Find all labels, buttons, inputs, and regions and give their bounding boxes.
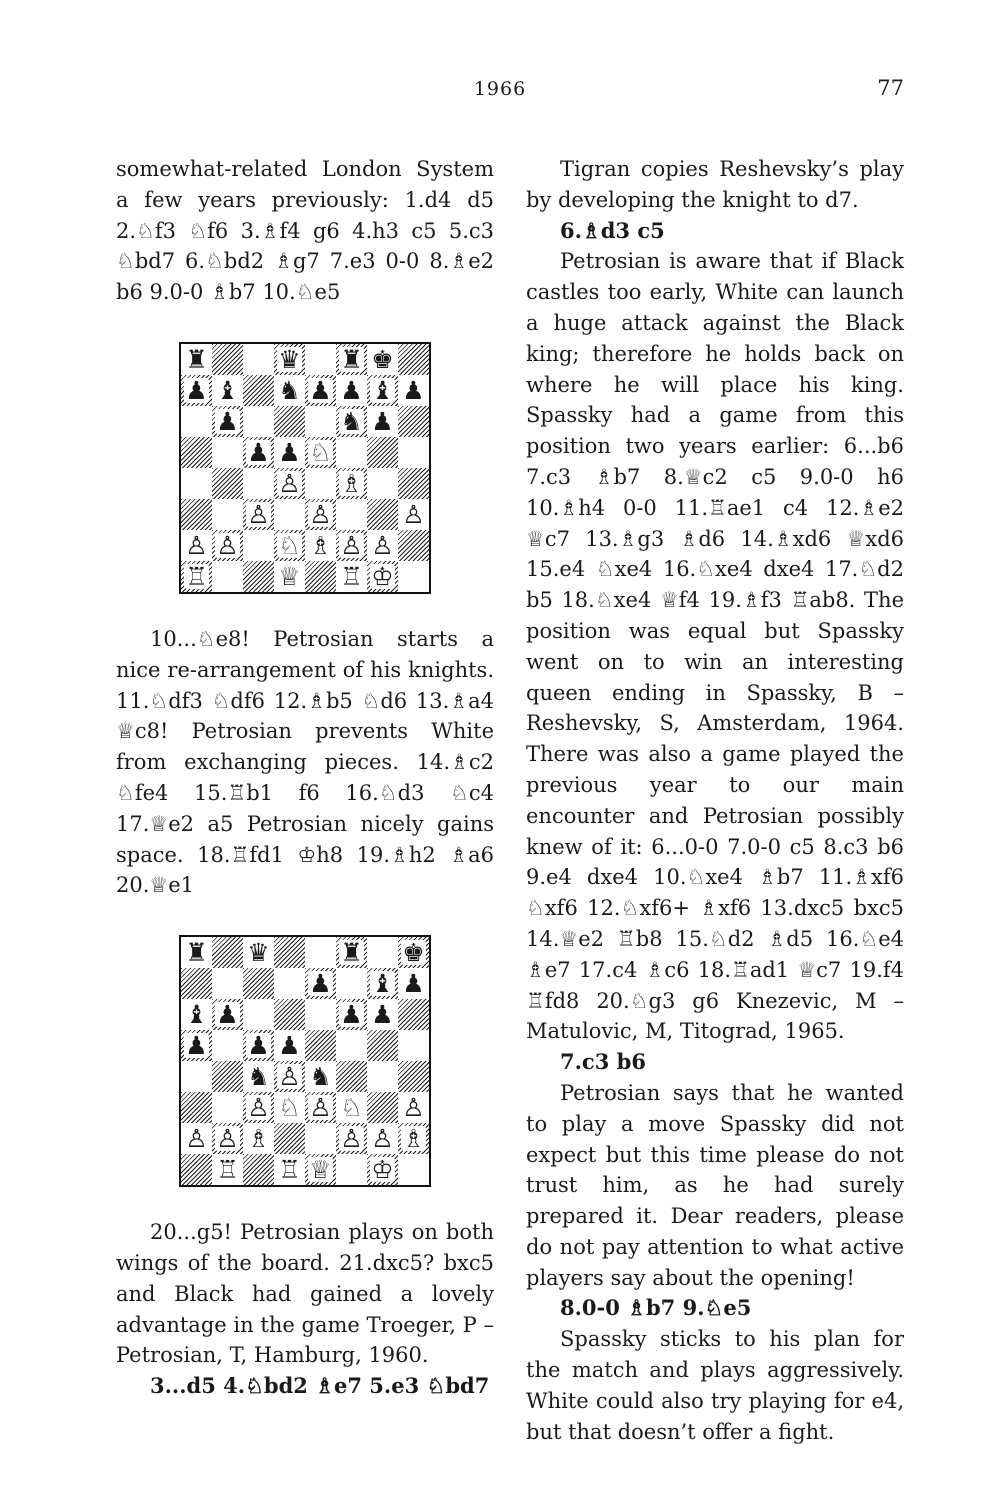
board-square — [274, 468, 305, 499]
chess-piece: ♔ — [371, 1155, 394, 1185]
board-square — [305, 1123, 336, 1154]
board-square — [336, 1154, 367, 1185]
chess-piece: ♔ — [371, 561, 394, 591]
chess-piece: ♞ — [278, 375, 301, 405]
chess-piece: ♘ — [309, 437, 332, 467]
chess-piece: ♟ — [402, 969, 425, 999]
board-square — [336, 406, 367, 437]
board-square — [398, 1092, 429, 1123]
board-square — [274, 561, 305, 592]
board-square — [305, 437, 336, 468]
chess-piece: ♟ — [247, 1031, 270, 1061]
board-square — [212, 1092, 243, 1123]
board-square — [212, 1061, 243, 1092]
chess-piece: ♗ — [309, 530, 332, 560]
board-square — [274, 437, 305, 468]
chess-diagram-2 — [179, 935, 431, 1187]
board-square — [398, 530, 429, 561]
chess-piece: ♚ — [402, 938, 425, 968]
board-square — [398, 561, 429, 592]
board-square — [305, 1154, 336, 1185]
intro-paragraph: somewhat-related London System a few years previously: 1.d4 d5 2.♘f3 ♘f6 3.♗f4 g6 4.h3 c5 5.c3 ♘bd7 6.♘bd2 ♗g7 7.e3 0-0 8.♗e2 b6 9.0-0 ♗b7 10.♘e5 — [116, 157, 494, 305]
board-square — [212, 1154, 243, 1185]
board-square — [181, 468, 212, 499]
board-square — [336, 968, 367, 999]
chess-piece: ♟ — [309, 375, 332, 405]
board-square — [181, 499, 212, 530]
board-square — [367, 530, 398, 561]
board-square — [243, 468, 274, 499]
chess-piece: ♞ — [309, 1062, 332, 1092]
chess-piece: ♙ — [216, 530, 239, 560]
chess-piece: ♙ — [216, 1124, 239, 1154]
board-square — [367, 1030, 398, 1061]
board-square — [274, 968, 305, 999]
board-square — [243, 1123, 274, 1154]
board-square — [367, 937, 398, 968]
board-square — [367, 344, 398, 375]
board-square — [398, 1030, 429, 1061]
board-square — [243, 999, 274, 1030]
commentary-paragraph: Petrosian says that he wanted to play a move Spassky did not expect but this time please do not trust him, as he had surely prepared it. Dear readers, please do not pay attention to what active players say about the opening! — [526, 1080, 904, 1290]
board-square — [243, 344, 274, 375]
board-square — [305, 1061, 336, 1092]
board-square — [212, 968, 243, 999]
board-square — [243, 1154, 274, 1185]
commentary-paragraph: Tigran copies Reshevsky’s play by developing the knight to d7. — [526, 157, 904, 212]
board-square — [212, 375, 243, 406]
board-square — [398, 968, 429, 999]
left-column — [116, 154, 494, 1402]
board-square — [274, 1123, 305, 1154]
chess-piece: ♙ — [402, 499, 425, 529]
board-square — [398, 1123, 429, 1154]
board-square — [243, 561, 274, 592]
board-square — [305, 999, 336, 1030]
chess-diagram-1 — [179, 342, 431, 594]
chess-piece: ♙ — [371, 1124, 394, 1154]
board-square — [181, 999, 212, 1030]
board-square — [274, 375, 305, 406]
chess-piece: ♝ — [371, 375, 394, 405]
board-square — [336, 499, 367, 530]
board-square — [367, 1154, 398, 1185]
chess-piece: ♚ — [371, 344, 394, 374]
chess-piece: ♕ — [309, 1155, 332, 1185]
board-square — [367, 968, 398, 999]
chess-piece: ♛ — [278, 344, 301, 374]
board-square — [398, 344, 429, 375]
board-square — [398, 499, 429, 530]
commentary-paragraph: Spassky sticks to his plan for the match and plays aggressively. White could also try playing for e4, but that doesn’t offer a fight. — [526, 1327, 904, 1444]
board-square — [336, 344, 367, 375]
right-column — [526, 154, 904, 1447]
board-square — [274, 1061, 305, 1092]
board-square — [274, 999, 305, 1030]
board-square — [274, 406, 305, 437]
commentary-paragraph: 10...♘e8! Petrosian starts a nice re-arrangement of his knights. 11.♘df3 ♘df6 12.♗b5 ♘d6 13.♗a4 ♕c8! Petrosian prevents White from exchanging pieces. 14.♗c2 ♘fe4 15.♖b1 f6 16.♘d3 ♘c4 17.♕e2 a5 Petrosian nicely gains space. 18.♖fd1 ♔h8 19.♗h2 ♗a6 20.♕e1 — [116, 626, 494, 898]
board-square — [305, 468, 336, 499]
chess-piece: ♘ — [278, 530, 301, 560]
board-square — [212, 344, 243, 375]
board-square — [181, 1030, 212, 1061]
board-square — [336, 437, 367, 468]
board-square — [243, 406, 274, 437]
board-square — [367, 406, 398, 437]
board-square — [212, 1123, 243, 1154]
chess-piece: ♙ — [402, 1093, 425, 1123]
board-square — [398, 999, 429, 1030]
board-square — [274, 344, 305, 375]
board-square — [398, 1154, 429, 1185]
board-square — [367, 468, 398, 499]
game-moves: 8.0-0 ♗b7 9.♘e5 — [560, 1295, 752, 1321]
game-moves: 6.♗d3 c5 — [560, 217, 665, 243]
chess-piece: ♙ — [309, 499, 332, 529]
board-square — [181, 406, 212, 437]
chess-piece: ♟ — [340, 1000, 363, 1030]
board-square — [181, 561, 212, 592]
board-square — [305, 344, 336, 375]
chess-piece: ♙ — [185, 530, 208, 560]
game-moves: 7.c3 b6 — [560, 1049, 646, 1075]
chess-piece: ♖ — [278, 1155, 301, 1185]
board-square — [398, 375, 429, 406]
board-square — [305, 968, 336, 999]
chess-piece: ♟ — [185, 1031, 208, 1061]
board-square — [181, 375, 212, 406]
chess-piece: ♗ — [402, 1124, 425, 1154]
board-square — [336, 375, 367, 406]
board-square — [398, 937, 429, 968]
board-square — [274, 499, 305, 530]
board-square — [336, 561, 367, 592]
chess-piece: ♕ — [278, 561, 301, 591]
board-square — [243, 437, 274, 468]
chess-piece: ♜ — [185, 938, 208, 968]
chess-piece: ♟ — [402, 375, 425, 405]
chess-piece: ♖ — [216, 1155, 239, 1185]
board-square — [181, 968, 212, 999]
board-square — [274, 937, 305, 968]
chess-piece: ♝ — [185, 1000, 208, 1030]
board-square — [181, 937, 212, 968]
chess-piece: ♝ — [371, 969, 394, 999]
game-moves: 3...d5 4.♘bd2 ♗e7 5.e3 ♘bd7 — [150, 1373, 490, 1399]
board-square — [274, 530, 305, 561]
chess-piece: ♟ — [340, 375, 363, 405]
chess-piece: ♟ — [278, 1031, 301, 1061]
board-square — [367, 375, 398, 406]
chess-piece: ♜ — [340, 344, 363, 374]
board-square — [305, 530, 336, 561]
board-square — [181, 1123, 212, 1154]
board-square — [243, 530, 274, 561]
chess-piece: ♙ — [340, 530, 363, 560]
board-square — [398, 437, 429, 468]
board-square — [336, 530, 367, 561]
chess-piece: ♟ — [371, 406, 394, 436]
chess-piece: ♗ — [247, 1124, 270, 1154]
board-square — [181, 437, 212, 468]
board-square — [305, 1092, 336, 1123]
board-square — [367, 999, 398, 1030]
board-square — [243, 937, 274, 968]
board-square — [336, 1061, 367, 1092]
chess-piece: ♗ — [340, 468, 363, 498]
board-square — [212, 406, 243, 437]
chess-piece: ♙ — [371, 530, 394, 560]
board-square — [243, 1061, 274, 1092]
page-number: 77 — [877, 76, 904, 100]
chess-piece: ♙ — [278, 1062, 301, 1092]
board-square — [243, 1030, 274, 1061]
board-square — [274, 1092, 305, 1123]
commentary-paragraph: 20...g5! Petrosian plays on both wings of the board. 21.dxc5? bxc5 and Black had gained a lovely advantage in the game Troeger, P – Petrosian, T, Hamburg, 1960. — [116, 1220, 494, 1368]
chess-piece: ♙ — [247, 1093, 270, 1123]
board-square — [212, 530, 243, 561]
board-square — [305, 406, 336, 437]
board-square — [181, 1154, 212, 1185]
running-title: 1966 — [473, 78, 527, 100]
board-square — [212, 999, 243, 1030]
board-square — [305, 561, 336, 592]
chess-piece: ♘ — [278, 1093, 301, 1123]
board-square — [336, 1030, 367, 1061]
board-square — [181, 1061, 212, 1092]
chess-piece: ♟ — [185, 375, 208, 405]
chess-piece: ♟ — [216, 1000, 239, 1030]
chess-piece: ♞ — [340, 406, 363, 436]
commentary-paragraph: Petrosian is aware that if Black castles too early, White can launch a huge attack against the Black king; therefore he holds back on where he will place his king. Spassky had a game from this position two years earlier: 6...b6 7.c3 ♗b7 8.♕c2 c5 9.0-0 h6 10.♗h4 0-0 11.♖ae1 c4 12.♗e2 ♕c7 13.♗g3 ♗d6 14.♗xd6 ♕xd6 15.e4 ♘xe4 16.♘xe4 dxe4 17.♘d2 b5 18.♘xe4 ♕f4 19.♗f3 ♖ab8. The position was equal but Spassky went on to win an interesting queen ending in Spassky, B – Reshevsky, S, Amsterdam, 1964. There was also a game played the previous year to our main encounter and Petrosian possibly knew of it: 6...0-0 7.0-0 c5 8.c3 b6 9.e4 dxe4 10.♘xe4 ♗b7 11.♗xf6 ♘xf6 12.♘xf6+ ♗xf6 13.dxc5 bxc5 14.♕e2 ♖b8 15.♘d2 ♗d5 16.♘e4 ♗e7 17.c4 ♗c6 18.♖ad1 ♕c7 19.f4 ♖fd8 20.♘g3 g6 Knezevic, M – Matulovic, M, Titograd, 1965. — [526, 249, 904, 1044]
board-square — [243, 968, 274, 999]
board-square — [367, 561, 398, 592]
board-square — [305, 937, 336, 968]
board-square — [274, 1154, 305, 1185]
chess-piece: ♙ — [309, 1093, 332, 1123]
chess-piece: ♖ — [340, 561, 363, 591]
board-square — [398, 406, 429, 437]
chess-piece: ♙ — [278, 468, 301, 498]
board-square — [305, 1030, 336, 1061]
board-square — [367, 499, 398, 530]
board-square — [212, 561, 243, 592]
chess-piece: ♜ — [340, 938, 363, 968]
chess-piece: ♟ — [278, 437, 301, 467]
chess-piece: ♛ — [247, 938, 270, 968]
board-square — [367, 1061, 398, 1092]
chess-piece: ♟ — [216, 406, 239, 436]
board-square — [336, 937, 367, 968]
board-square — [181, 344, 212, 375]
chess-piece: ♜ — [185, 344, 208, 374]
board-square — [212, 499, 243, 530]
board-square — [305, 375, 336, 406]
board-square — [336, 1123, 367, 1154]
board-square — [274, 1030, 305, 1061]
board-square — [305, 499, 336, 530]
chess-piece: ♙ — [247, 499, 270, 529]
chess-diagram-2-wrap — [116, 935, 494, 1187]
chess-piece: ♞ — [247, 1062, 270, 1092]
board-square — [181, 530, 212, 561]
chess-piece: ♙ — [340, 1124, 363, 1154]
board-square — [398, 468, 429, 499]
board-square — [336, 468, 367, 499]
board-square — [243, 1092, 274, 1123]
board-square — [336, 1092, 367, 1123]
board-square — [367, 1123, 398, 1154]
chess-piece: ♖ — [185, 561, 208, 591]
board-square — [243, 499, 274, 530]
page-header — [0, 74, 1000, 104]
board-square — [181, 1092, 212, 1123]
board-square — [212, 937, 243, 968]
board-square — [212, 1030, 243, 1061]
board-square — [212, 468, 243, 499]
chess-piece: ♟ — [309, 969, 332, 999]
chess-piece: ♘ — [340, 1093, 363, 1123]
board-square — [367, 1092, 398, 1123]
board-square — [367, 437, 398, 468]
board-square — [398, 1061, 429, 1092]
chess-piece: ♟ — [247, 437, 270, 467]
board-square — [243, 375, 274, 406]
chess-piece: ♟ — [371, 1000, 394, 1030]
chess-piece: ♝ — [216, 375, 239, 405]
chess-diagram-1-wrap — [116, 342, 494, 594]
board-square — [212, 437, 243, 468]
board-square — [336, 999, 367, 1030]
chess-piece: ♙ — [185, 1124, 208, 1154]
